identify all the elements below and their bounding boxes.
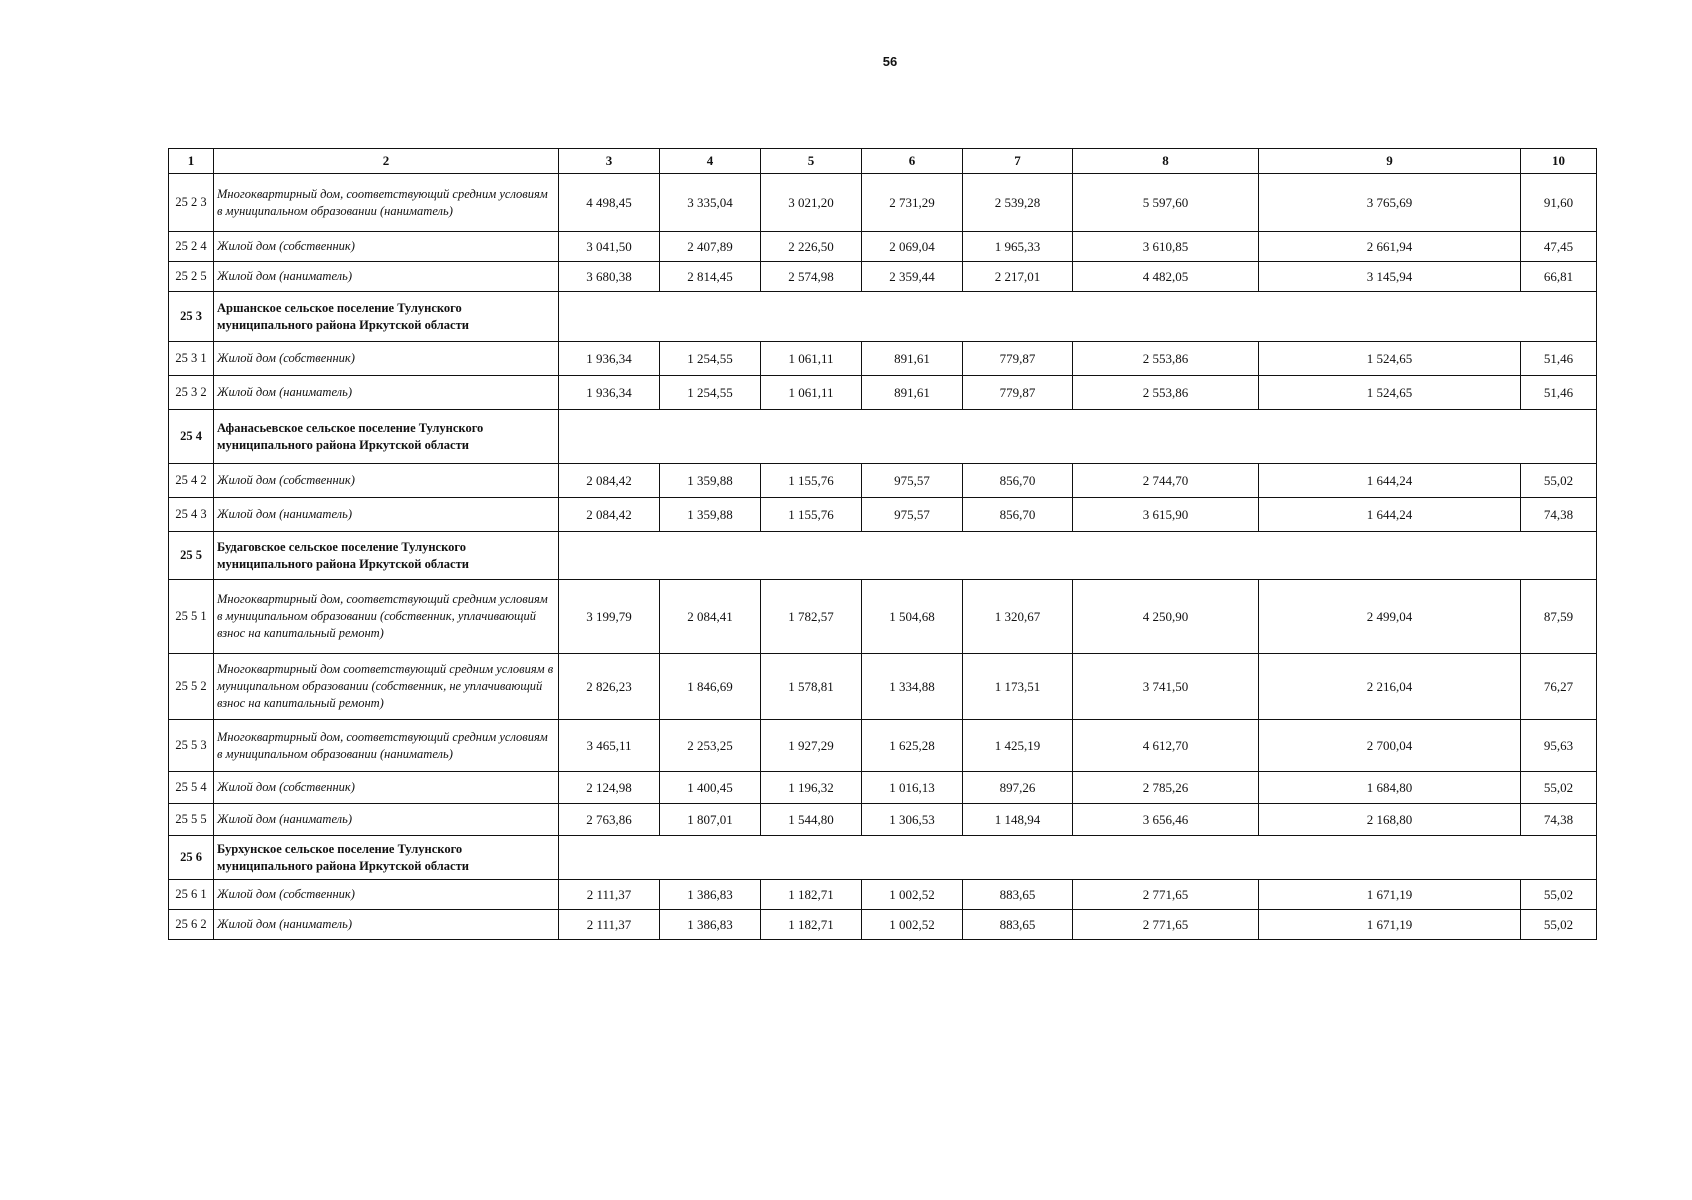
value-cell-col-8: 3 615,90 [1073, 498, 1259, 532]
value-cell-col-7: 1 173,51 [963, 654, 1073, 720]
tariff-table [168, 148, 1597, 940]
section-title: Будаговское сельское поселение Тулунского муниципального района Иркутской области [214, 532, 559, 580]
value-cell-col-6: 1 016,13 [862, 772, 963, 804]
value-cell-col-4: 2 407,89 [660, 232, 761, 262]
value-cell-col-4: 1 254,55 [660, 342, 761, 376]
value-cell-col-10: 74,38 [1521, 498, 1597, 532]
value-cell-col-7: 779,87 [963, 342, 1073, 376]
value-cell-col-7: 897,26 [963, 772, 1073, 804]
value-cell-col-8: 4 612,70 [1073, 720, 1259, 772]
row-name: Многоквартирный дом соответствующий средним условиям в муниципальном образовании (собственник, не уплачивающий взнос на капитальный ремонт) [214, 654, 559, 720]
row-name: Жилой дом (наниматель) [214, 910, 559, 940]
value-cell-col-7: 2 217,01 [963, 262, 1073, 292]
value-cell-col-5: 1 061,11 [761, 376, 862, 410]
header-cell: 6 [862, 149, 963, 174]
value-cell-col-10: 55,02 [1521, 772, 1597, 804]
section-row [169, 410, 1597, 464]
value-cell-col-9: 3 765,69 [1259, 174, 1521, 232]
value-cell-col-3: 2 084,42 [559, 498, 660, 532]
value-cell-col-3: 2 111,37 [559, 910, 660, 940]
value-cell-col-3: 4 498,45 [559, 174, 660, 232]
value-cell-col-5: 1 061,11 [761, 342, 862, 376]
value-cell-col-5: 1 182,71 [761, 910, 862, 940]
section-row [169, 836, 1597, 880]
row-name: Жилой дом (наниматель) [214, 262, 559, 292]
header-cell: 2 [214, 149, 559, 174]
value-cell-col-4: 3 335,04 [660, 174, 761, 232]
value-cell-col-8: 3 610,85 [1073, 232, 1259, 262]
header-cell: 7 [963, 149, 1073, 174]
value-cell-col-5: 1 544,80 [761, 804, 862, 836]
value-cell-col-10: 91,60 [1521, 174, 1597, 232]
value-cell-col-8: 2 785,26 [1073, 772, 1259, 804]
value-cell-col-9: 3 145,94 [1259, 262, 1521, 292]
value-cell-col-7: 856,70 [963, 498, 1073, 532]
section-blank-cell [559, 292, 1597, 342]
value-cell-col-3: 1 936,34 [559, 376, 660, 410]
table-row [169, 174, 1597, 232]
table-row [169, 498, 1597, 532]
row-code: 25 5 2 [169, 654, 214, 720]
value-cell-col-6: 1 002,52 [862, 880, 963, 910]
value-cell-col-6: 2 731,29 [862, 174, 963, 232]
value-cell-col-4: 1 359,88 [660, 498, 761, 532]
value-cell-col-8: 4 250,90 [1073, 580, 1259, 654]
row-name: Жилой дом (наниматель) [214, 498, 559, 532]
value-cell-col-8: 2 771,65 [1073, 910, 1259, 940]
value-cell-col-8: 3 741,50 [1073, 654, 1259, 720]
value-cell-col-6: 1 625,28 [862, 720, 963, 772]
value-cell-col-10: 76,27 [1521, 654, 1597, 720]
value-cell-col-4: 1 254,55 [660, 376, 761, 410]
row-name: Жилой дом (собственник) [214, 772, 559, 804]
row-name: Жилой дом (собственник) [214, 232, 559, 262]
value-cell-col-5: 2 574,98 [761, 262, 862, 292]
value-cell-col-6: 975,57 [862, 464, 963, 498]
value-cell-col-4: 1 400,45 [660, 772, 761, 804]
row-code: 25 2 4 [169, 232, 214, 262]
section-blank-cell [559, 532, 1597, 580]
value-cell-col-6: 1 306,53 [862, 804, 963, 836]
value-cell-col-6: 975,57 [862, 498, 963, 532]
value-cell-col-5: 1 155,76 [761, 498, 862, 532]
value-cell-col-7: 883,65 [963, 910, 1073, 940]
table-body [169, 174, 1597, 940]
section-title: Аршанское сельское поселение Тулунского муниципального района Иркутской области [214, 292, 559, 342]
header-cell: 1 [169, 149, 214, 174]
value-cell-col-8: 4 482,05 [1073, 262, 1259, 292]
row-code: 25 5 5 [169, 804, 214, 836]
value-cell-col-3: 1 936,34 [559, 342, 660, 376]
value-cell-col-9: 1 644,24 [1259, 498, 1521, 532]
section-row [169, 292, 1597, 342]
table-row [169, 654, 1597, 720]
row-code: 25 2 3 [169, 174, 214, 232]
value-cell-col-8: 2 553,86 [1073, 376, 1259, 410]
value-cell-col-4: 1 386,83 [660, 910, 761, 940]
value-cell-col-8: 2 553,86 [1073, 342, 1259, 376]
header-cell: 4 [660, 149, 761, 174]
value-cell-col-10: 55,02 [1521, 880, 1597, 910]
table-header [169, 149, 1597, 174]
value-cell-col-6: 891,61 [862, 342, 963, 376]
value-cell-col-9: 2 661,94 [1259, 232, 1521, 262]
value-cell-col-5: 3 021,20 [761, 174, 862, 232]
value-cell-col-4: 1 846,69 [660, 654, 761, 720]
value-cell-col-9: 1 524,65 [1259, 376, 1521, 410]
value-cell-col-5: 1 196,32 [761, 772, 862, 804]
row-name: Жилой дом (собственник) [214, 880, 559, 910]
value-cell-col-10: 51,46 [1521, 376, 1597, 410]
row-code: 25 4 2 [169, 464, 214, 498]
header-cell: 5 [761, 149, 862, 174]
value-cell-col-8: 2 771,65 [1073, 880, 1259, 910]
value-cell-col-9: 2 216,04 [1259, 654, 1521, 720]
value-cell-col-10: 95,63 [1521, 720, 1597, 772]
value-cell-col-4: 2 814,45 [660, 262, 761, 292]
section-blank-cell [559, 836, 1597, 880]
value-cell-col-7: 856,70 [963, 464, 1073, 498]
table-row [169, 772, 1597, 804]
value-cell-col-4: 2 253,25 [660, 720, 761, 772]
row-name: Жилой дом (собственник) [214, 342, 559, 376]
header-row [169, 149, 1597, 174]
value-cell-col-5: 1 182,71 [761, 880, 862, 910]
table-row [169, 804, 1597, 836]
section-title: Бурхунское сельское поселение Тулунского муниципального района Иркутской области [214, 836, 559, 880]
value-cell-col-3: 3 680,38 [559, 262, 660, 292]
row-code: 25 3 1 [169, 342, 214, 376]
value-cell-col-3: 3 465,11 [559, 720, 660, 772]
value-cell-col-3: 3 199,79 [559, 580, 660, 654]
value-cell-col-4: 2 084,41 [660, 580, 761, 654]
value-cell-col-3: 2 124,98 [559, 772, 660, 804]
value-cell-col-3: 3 041,50 [559, 232, 660, 262]
value-cell-col-10: 87,59 [1521, 580, 1597, 654]
row-code: 25 6 2 [169, 910, 214, 940]
value-cell-col-9: 1 684,80 [1259, 772, 1521, 804]
table-row [169, 720, 1597, 772]
value-cell-col-9: 1 671,19 [1259, 880, 1521, 910]
value-cell-col-9: 1 524,65 [1259, 342, 1521, 376]
value-cell-col-10: 55,02 [1521, 464, 1597, 498]
table-row [169, 232, 1597, 262]
value-cell-col-7: 2 539,28 [963, 174, 1073, 232]
header-cell: 8 [1073, 149, 1259, 174]
value-cell-col-7: 1 148,94 [963, 804, 1073, 836]
row-name: Многоквартирный дом, соответствующий средним условиям в муниципальном образовании (наниматель) [214, 720, 559, 772]
value-cell-col-3: 2 084,42 [559, 464, 660, 498]
table-row [169, 880, 1597, 910]
value-cell-col-6: 1 002,52 [862, 910, 963, 940]
header-cell: 9 [1259, 149, 1521, 174]
value-cell-col-9: 2 700,04 [1259, 720, 1521, 772]
value-cell-col-7: 779,87 [963, 376, 1073, 410]
table-row [169, 580, 1597, 654]
value-cell-col-5: 1 782,57 [761, 580, 862, 654]
row-name: Жилой дом (наниматель) [214, 804, 559, 836]
row-code: 25 6 [169, 836, 214, 880]
row-name: Многоквартирный дом, соответствующий средним условиям в муниципальном образовании (собственник, уплачивающий взнос на капитальный ремонт) [214, 580, 559, 654]
value-cell-col-9: 1 644,24 [1259, 464, 1521, 498]
table-row [169, 910, 1597, 940]
row-code: 25 5 [169, 532, 214, 580]
value-cell-col-6: 2 359,44 [862, 262, 963, 292]
value-cell-col-10: 66,81 [1521, 262, 1597, 292]
value-cell-col-9: 1 671,19 [1259, 910, 1521, 940]
value-cell-col-4: 1 359,88 [660, 464, 761, 498]
section-row [169, 532, 1597, 580]
value-cell-col-4: 1 807,01 [660, 804, 761, 836]
value-cell-col-8: 3 656,46 [1073, 804, 1259, 836]
value-cell-col-9: 2 168,80 [1259, 804, 1521, 836]
value-cell-col-7: 883,65 [963, 880, 1073, 910]
value-cell-col-4: 1 386,83 [660, 880, 761, 910]
value-cell-col-6: 891,61 [862, 376, 963, 410]
table-row [169, 376, 1597, 410]
section-title: Афанасьевское сельское поселение Тулунского муниципального района Иркутской области [214, 410, 559, 464]
row-code: 25 4 [169, 410, 214, 464]
page-number: 56 [882, 54, 898, 69]
header-cell: 3 [559, 149, 660, 174]
value-cell-col-10: 74,38 [1521, 804, 1597, 836]
value-cell-col-6: 2 069,04 [862, 232, 963, 262]
section-blank-cell [559, 410, 1597, 464]
table-row [169, 262, 1597, 292]
value-cell-col-3: 2 826,23 [559, 654, 660, 720]
value-cell-col-6: 1 504,68 [862, 580, 963, 654]
value-cell-col-10: 51,46 [1521, 342, 1597, 376]
value-cell-col-5: 1 927,29 [761, 720, 862, 772]
row-name: Жилой дом (наниматель) [214, 376, 559, 410]
value-cell-col-6: 1 334,88 [862, 654, 963, 720]
row-code: 25 5 3 [169, 720, 214, 772]
value-cell-col-5: 1 578,81 [761, 654, 862, 720]
value-cell-col-5: 2 226,50 [761, 232, 862, 262]
value-cell-col-9: 2 499,04 [1259, 580, 1521, 654]
row-code: 25 4 3 [169, 498, 214, 532]
row-name: Многоквартирный дом, соответствующий средним условиям в муниципальном образовании (наниматель) [214, 174, 559, 232]
row-name: Жилой дом (собственник) [214, 464, 559, 498]
row-code: 25 6 1 [169, 880, 214, 910]
value-cell-col-8: 2 744,70 [1073, 464, 1259, 498]
header-cell: 10 [1521, 149, 1597, 174]
value-cell-col-3: 2 763,86 [559, 804, 660, 836]
value-cell-col-8: 5 597,60 [1073, 174, 1259, 232]
row-code: 25 5 4 [169, 772, 214, 804]
value-cell-col-10: 47,45 [1521, 232, 1597, 262]
value-cell-col-5: 1 155,76 [761, 464, 862, 498]
value-cell-col-7: 1 425,19 [963, 720, 1073, 772]
table-row [169, 464, 1597, 498]
table-row [169, 342, 1597, 376]
value-cell-col-3: 2 111,37 [559, 880, 660, 910]
value-cell-col-10: 55,02 [1521, 910, 1597, 940]
value-cell-col-7: 1 320,67 [963, 580, 1073, 654]
value-cell-col-7: 1 965,33 [963, 232, 1073, 262]
row-code: 25 3 [169, 292, 214, 342]
row-code: 25 5 1 [169, 580, 214, 654]
row-code: 25 3 2 [169, 376, 214, 410]
row-code: 25 2 5 [169, 262, 214, 292]
